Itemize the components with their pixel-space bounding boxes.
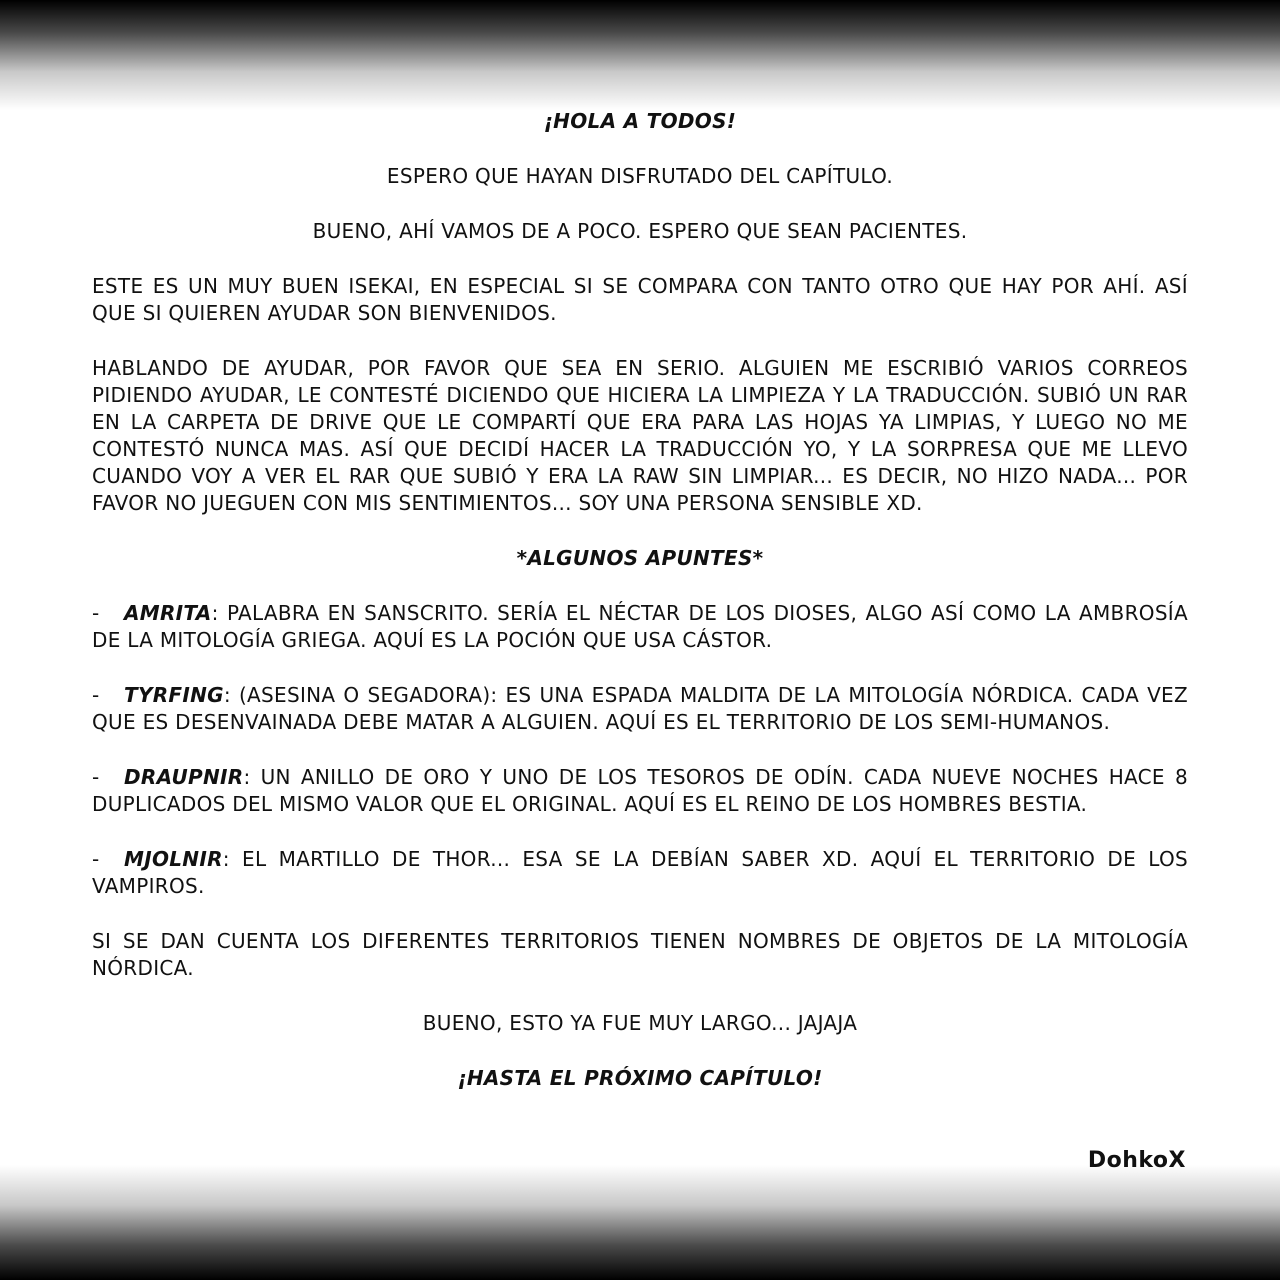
note-text: : UN ANILLO DE ORO Y UNO DE LOS TESOROS DE ODÍN. CADA NUEVE NOCHES HACE 8 DUPLICADOS DEL MISMO VALOR QUE EL ORIGINAL. AQUÍ ES EL REINO DE LOS HOMBRES BESTIA. <box>92 765 1188 816</box>
note-term: MJOLNIR <box>124 847 223 871</box>
long-message-line: BUENO, ESTO YA FUE MUY LARGO... JAJAJA <box>422 1011 858 1035</box>
greeting-heading: ¡HOLA A TODOS! <box>543 109 737 133</box>
note-term: DRAUPNIR <box>124 765 244 789</box>
note-item-mjolnir <box>92 846 1188 900</box>
note-text: : EL MARTILLO DE THOR... ESA SE LA DEBÍAN SABER XD. AQUÍ EL TERRITORIO DE LOS VAMPIROS. <box>92 847 1188 898</box>
help-paragraph: HABLANDO DE AYUDAR, POR FAVOR QUE SEA EN SERIO. ALGUIEN ME ESCRIBIÓ VARIOS CORREOS PIDIENDO AYUDAR, LE CONTESTÉ DICIENDO QUE HICIERA LA LIMPIEZA Y LA TRADUCCIÓN. SUBIÓ UN RAR EN LA CARPETA DE DRIVE QUE LE COMPARTÍ QUE ERA PARA LAS HOJAS YA LIMPIAS, Y LUEGO NO ME CONTESTÓ NUNCA MAS. ASÍ QUE DECIDÍ HACER LA TRADUCCIÓN YO, Y LA SORPRESA QUE ME LLEVO CUANDO VOY A VER EL RAR QUE SUBIÓ Y ERA LA RAW SIN LIMPIAR... ES DECIR, NO HIZO NADA... POR FAVOR NO JUEGUEN CON MIS SENTIMIENTOS... SOY UNA PERSONA SENSIBLE XD. <box>92 356 1188 515</box>
note-item-draupnir <box>92 764 1188 818</box>
note-dash: - <box>92 683 100 707</box>
territories-paragraph: SI SE DAN CUENTA LOS DIFERENTES TERRITORIOS TIENEN NOMBRES DE OBJETOS DE LA MITOLOGÍA NÓRDICA. <box>92 929 1188 980</box>
patience-line: BUENO, AHÍ VAMOS DE A POCO. ESPERO QUE SEAN PACIENTES. <box>312 219 968 243</box>
top-gradient-border <box>0 0 1280 110</box>
farewell-heading: ¡HASTA EL PRÓXIMO CAPÍTULO! <box>457 1066 823 1090</box>
note-dash: - <box>92 601 100 625</box>
bottom-gradient-border <box>0 1165 1280 1280</box>
note-text: : PALABRA EN SANSCRITO. SERÍA EL NÉCTAR DE LOS DIOSES, ALGO ASÍ COMO LA AMBROSÍA DE LA MITOLOGÍA GRIEGA. AQUÍ ES LA POCIÓN QUE USA CÁSTOR. <box>92 601 1188 652</box>
notes-heading: *ALGUNOS APUNTES* <box>516 546 764 570</box>
note-item-amrita <box>92 600 1188 654</box>
intro-line: ESPERO QUE HAYAN DISFRUTADO DEL CAPÍTULO. <box>386 164 894 188</box>
note-term: TYRFING <box>124 683 224 707</box>
note-dash: - <box>92 847 100 871</box>
note-item-tyrfing <box>92 682 1188 736</box>
note-dash: - <box>92 765 100 789</box>
isekai-paragraph: ESTE ES UN MUY BUEN ISEKAI, EN ESPECIAL SI SE COMPARA CON TANTO OTRO QUE HAY POR AHÍ. ASÍ QUE SI QUIEREN AYUDAR SON BIENVENIDOS. <box>92 274 1188 325</box>
note-term: AMRITA <box>124 601 212 625</box>
message-body <box>92 100 1188 1092</box>
signature: DohkoX <box>1087 1148 1186 1173</box>
note-text: : (ASESINA O SEGADORA): ES UNA ESPADA MALDITA DE LA MITOLOGÍA NÓRDICA. CADA VEZ QUE ES DESENVAINADA DEBE MATAR A ALGUIEN. AQUÍ ES EL TERRITORIO DE LOS SEMI-HUMANOS. <box>92 683 1188 734</box>
